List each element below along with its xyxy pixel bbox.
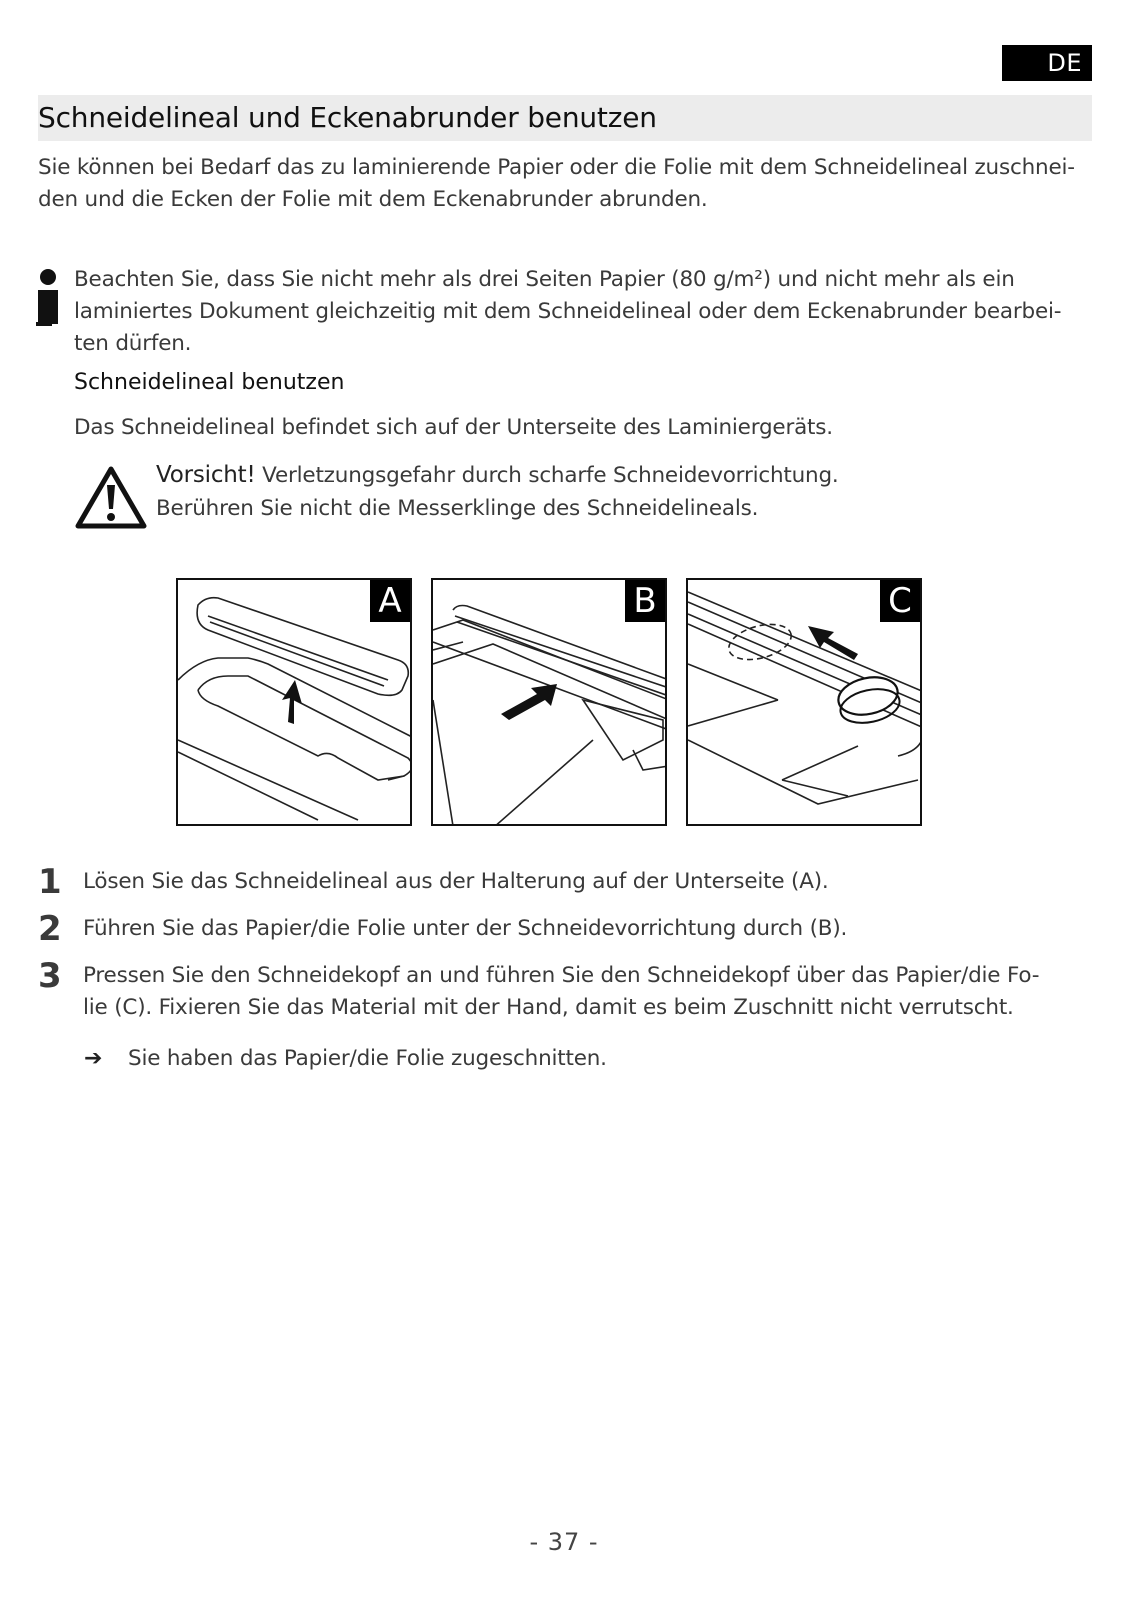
warning-line-2: Berühren Sie nicht die Messerklinge des Schneidelineals. — [156, 496, 759, 521]
figure-panel-c — [686, 578, 922, 826]
figure-panel-a — [176, 578, 412, 826]
page-number: - 37 - — [529, 1528, 599, 1556]
figure-label-a: A — [370, 580, 410, 622]
figure-label-c: C — [880, 580, 920, 622]
step-3 — [38, 956, 1098, 1024]
subheading: Schneidelineal benutzen — [74, 370, 345, 395]
step-text: Lösen Sie das Schneidelineal aus der Halterung auf der Unterseite (A). — [83, 869, 829, 894]
figure-panel-b — [431, 578, 667, 826]
step-text: Führen Sie das Papier/die Folie unter der Schneidevorrichtung durch (B). — [83, 916, 848, 941]
section-title: Schneidelineal und Eckenabrunder benutzen — [38, 101, 657, 134]
language-badge: DE — [1002, 45, 1092, 81]
step-1 — [38, 862, 1098, 913]
location-text: Das Schneidelineal befindet sich auf der Unterseite des Laminiergeräts. — [74, 415, 833, 440]
section-title-bar — [38, 95, 1092, 141]
info-note-line-2: laminiertes Dokument gleichzeitig mit dem Schneidelineal oder dem Eckenabrunder bearbei- — [74, 299, 1062, 324]
result-line — [84, 1043, 607, 1075]
steps-list — [38, 862, 1098, 1024]
result-text: Sie haben das Papier/die Folie zugeschnitten. — [128, 1046, 607, 1071]
figure-label-b: B — [625, 580, 665, 622]
result-arrow-icon: ➔ — [84, 1046, 103, 1071]
intro-paragraph — [38, 152, 1098, 216]
warning-label: Vorsicht! — [156, 462, 256, 488]
warning-text — [156, 459, 1056, 525]
step-2 — [38, 909, 1098, 960]
info-note-text — [74, 264, 1094, 360]
step-text-line-2: lie (C). Fixieren Sie das Material mit der Hand, damit es beim Zuschnitt nicht verrutscht. — [83, 995, 1014, 1020]
step-number: 3 — [38, 956, 62, 996]
step-number: 2 — [38, 909, 62, 949]
step-text-line-1: Pressen Sie den Schneidekopf an und führen Sie den Schneidekopf über das Papier/die Fo- — [83, 963, 1040, 988]
info-note-line-1: Beachten Sie, dass Sie nicht mehr als drei Seiten Papier (80 g/m²) und nicht mehr als ein — [74, 267, 1015, 292]
step-number: 1 — [38, 862, 62, 902]
intro-line-1: Sie können bei Bedarf das zu laminierende Papier oder die Folie mit dem Schneidelineal zuschnei- — [38, 155, 1075, 180]
warning-line-1: Verletzungsgefahr durch scharfe Schneidevorrichtung. — [255, 463, 839, 488]
intro-line-2: den und die Ecken der Folie mit dem Eckenabrunder abrunden. — [38, 187, 708, 212]
warning-triangle-icon — [74, 465, 148, 531]
info-icon — [36, 268, 60, 330]
info-note-line-3: ten dürfen. — [74, 331, 192, 356]
